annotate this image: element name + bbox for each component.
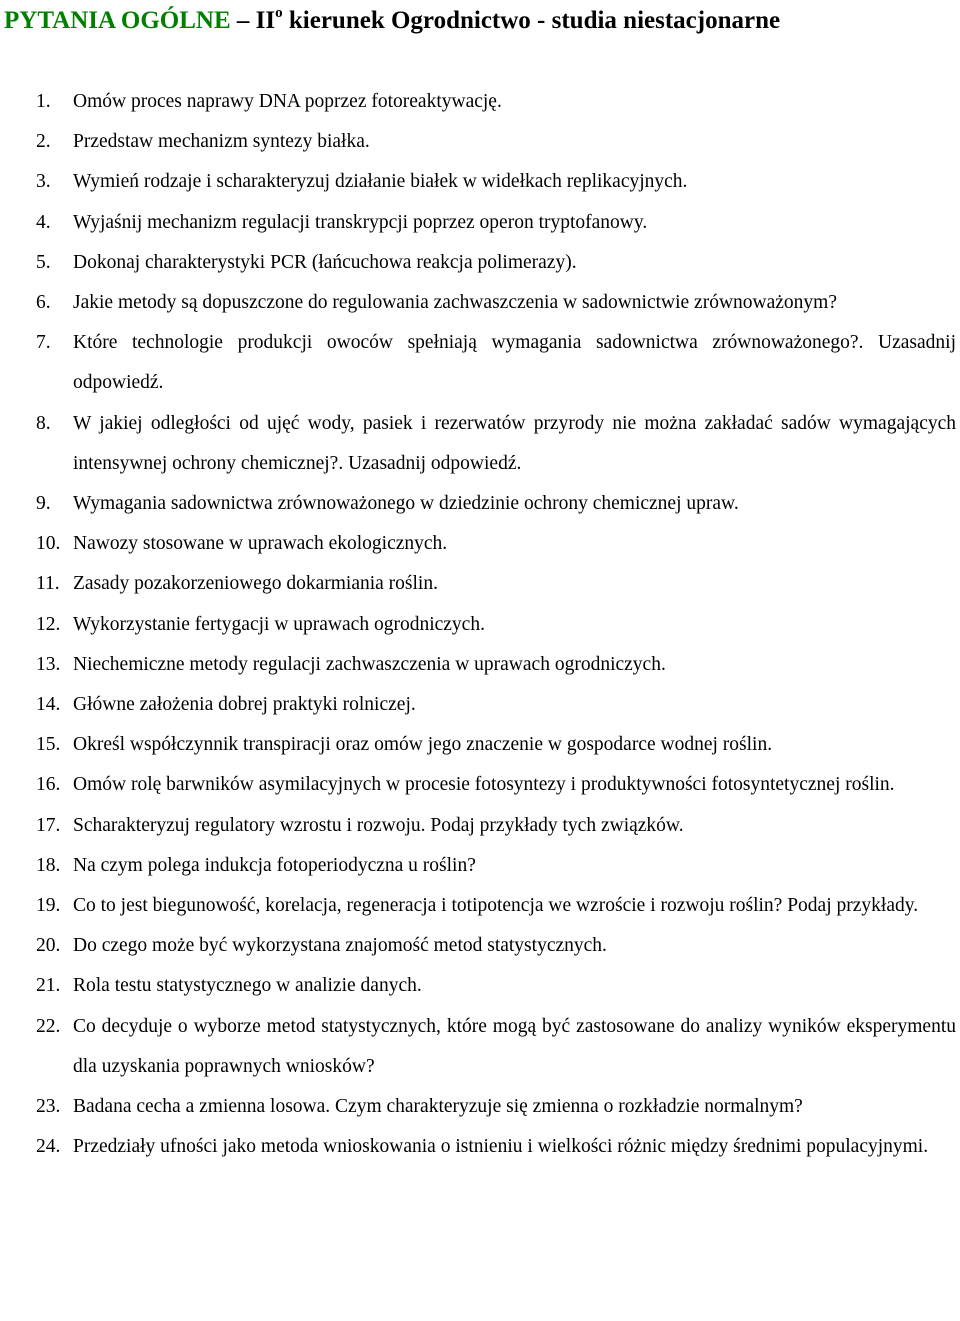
question-number: 20. [36, 935, 61, 957]
list-item [0, 162, 956, 202]
question-text: Wymagania sadownictwa zrównoważonego w dziedzinie ochrony chemicznej upraw. [73, 493, 739, 515]
list-item [0, 645, 956, 685]
question-text: Dokonaj charakterystyki PCR (łańcuchowa reakcja polimerazy). [73, 251, 577, 273]
question-text: Wyjaśnij mechanizm regulacji transkrypcji poprzez operon tryptofanowy. [73, 211, 648, 233]
question-number: 7. [36, 332, 51, 354]
list-item [0, 203, 956, 243]
question-number: 19. [36, 895, 61, 917]
question-number: 15. [36, 734, 61, 756]
question-number: 11. [36, 573, 60, 595]
question-number: 3. [36, 171, 51, 193]
title-suffix: kierunek Ogrodnictwo - studia niestacjonarne [282, 7, 781, 34]
question-number: 14. [36, 694, 61, 716]
list-item [0, 484, 956, 524]
list-item [0, 926, 956, 966]
list-item [0, 122, 956, 162]
question-number: 1. [36, 91, 51, 112]
question-text: Jakie metody są dopuszczone do regulowania zachwaszczenia w sadownictwie zrównoważonym? [73, 292, 837, 314]
question-text: Do czego może być wykorzystana znajomość metod statystycznych. [73, 935, 607, 957]
list-item [0, 605, 956, 645]
list-item [0, 243, 956, 283]
question-text: Zasady pozakorzeniowego dokarmiania roślin. [73, 573, 438, 595]
question-number: 2. [36, 131, 51, 153]
list-item [0, 82, 956, 122]
question-text: Badana cecha a zmienna losowa. Czym charakteryzuje się zmienna o rozkładzie normalnym? [73, 1096, 803, 1118]
question-number: 18. [36, 854, 61, 876]
question-text: Rola testu statystycznego w analizie danych. [73, 975, 422, 997]
list-item [0, 1087, 956, 1127]
question-number: 17. [36, 814, 61, 836]
question-number: 24. [36, 1136, 61, 1158]
list-item [0, 1127, 956, 1167]
question-text: Główne założenia dobrej praktyki rolniczej. [73, 694, 416, 716]
list-item [0, 806, 956, 846]
question-text: Określ współczynnik transpiracji oraz omów jego znaczenie w gospodarce wodnej roślin. [73, 734, 773, 756]
list-item [0, 846, 956, 886]
question-number: 22. [36, 1015, 61, 1037]
question-number: 5. [36, 251, 51, 273]
question-text: Które technologie produkcji owoców spełniają wymagania sadownictwa zrównoważonego?. Uzasadnij odpowiedź. [73, 332, 956, 394]
list-item [0, 283, 956, 323]
list-item [0, 725, 956, 765]
question-number: 9. [36, 493, 51, 515]
title-roman: II [255, 7, 276, 34]
question-number: 10. [36, 533, 61, 555]
question-text: Co to jest biegunowość, korelacja, regeneracja i totipotencja we wzroście i rozwoju roślin? Podaj przykłady. [73, 895, 919, 917]
question-text: Przedstaw mechanizm syntezy białka. [73, 131, 370, 153]
question-text: Nawozy stosowane w uprawach ekologicznych. [73, 533, 448, 555]
list-item [0, 886, 956, 926]
question-number: 12. [36, 613, 61, 635]
title-superscript: o [275, 4, 283, 21]
question-number: 23. [36, 1096, 61, 1118]
question-text: W jakiej odległości od ujęć wody, pasiek i rezerwatów przyrody nie można zakładać sadów wymagających intensywnej ochrony chemicznej?. Uzasadnij odpowiedź. [73, 412, 956, 474]
question-number: 16. [36, 774, 61, 796]
question-number: 8. [36, 412, 51, 434]
question-text: Na czym polega indukcja fotoperiodyczna u roślin? [73, 854, 476, 876]
question-text: Przedziały ufności jako metoda wnioskowania o istnieniu i wielkości różnic między średnimi populacyjnymi. [73, 1136, 929, 1158]
question-number: 21. [36, 975, 61, 997]
question-text: Wykorzystanie fertygacji w uprawach ogrodniczych. [73, 613, 485, 635]
question-text: Co decyduje o wyborze metod statystycznych, które mogą być zastosowane do analizy wyników eksperymentu dla uzyskania poprawnych wniosków? [73, 1015, 956, 1077]
title-prefix: PYTANIA OGÓLNE [4, 7, 231, 34]
question-list [0, 82, 956, 1167]
list-item [0, 685, 956, 725]
list-item [0, 404, 956, 484]
question-number: 4. [36, 211, 51, 233]
list-item [0, 1007, 956, 1087]
list-item [0, 966, 956, 1006]
question-text: Scharakteryzuj regulatory wzrostu i rozwoju. Podaj przykłady tych związków. [73, 814, 684, 836]
question-text: Omów proces naprawy DNA poprzez fotoreaktywację. [73, 91, 502, 112]
question-text: Niechemiczne metody regulacji zachwaszczenia w uprawach ogrodniczych. [73, 653, 666, 675]
title-dash: – [230, 7, 256, 34]
question-text: Wymień rodzaje i scharakteryzuj działanie białek w widełkach replikacyjnych. [73, 171, 688, 193]
list-item [0, 524, 956, 564]
question-number: 6. [36, 292, 51, 314]
question-number: 13. [36, 653, 61, 675]
page-title [4, 4, 780, 38]
list-item [0, 765, 956, 805]
list-item [0, 323, 956, 403]
list-item [0, 564, 956, 604]
question-text: Omów rolę barwników asymilacyjnych w procesie fotosyntezy i produktywności fotosyntetycznej roślin. [73, 774, 895, 796]
